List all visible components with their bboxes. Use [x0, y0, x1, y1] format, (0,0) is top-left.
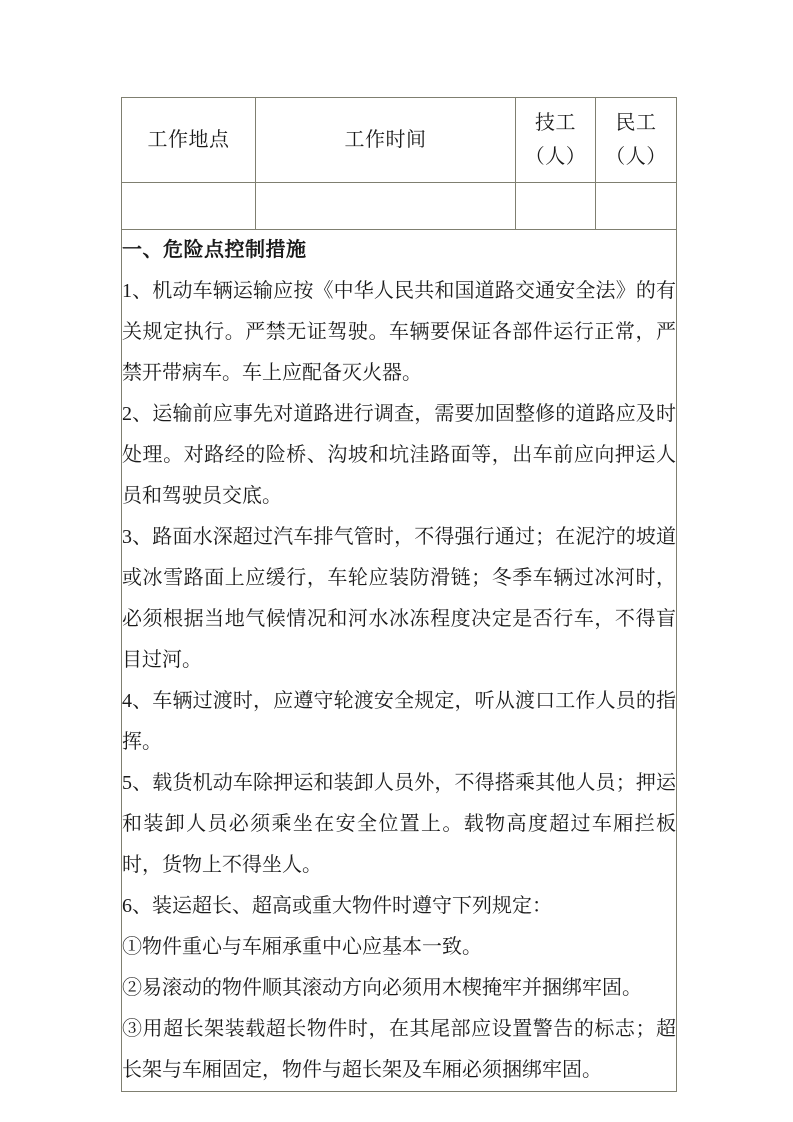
paragraph-2: 2、运输前应事先对道路进行调查，需要加固整修的道路应及时处理。对路经的险桥、沟坡和坑洼路面等，出车前应向押运人员和驾驶员交底。: [122, 403, 676, 507]
header-label-technician: 技工: [535, 112, 576, 134]
section-heading: 一、危险点控制措施: [122, 239, 307, 261]
work-assignment-table: [121, 97, 677, 1092]
table-content-row: [122, 230, 677, 1092]
paragraph-1: 1、机动车辆运输应按《中华人民共和国道路交通安全法》的有关规定执行。严禁无证驾驶。车辆要保证各部件运行正常，严禁开带病车。车上应配备灭火器。: [122, 280, 676, 384]
risk-control-content-cell: [122, 230, 677, 1092]
header-label-work-time: 工作时间: [344, 129, 427, 151]
paragraph-4: 4、车辆过渡时，应遵守轮渡安全规定，听从渡口工作人员的指挥。: [122, 690, 676, 753]
paragraph-6: 6、装运超长、超高或重大物件时遵守下列规定：: [122, 895, 552, 917]
cell-laborer-value[interactable]: [596, 183, 677, 230]
table-header-row: [122, 98, 677, 183]
paragraph-5: 5、载货机动车除押运和装卸人员外，不得搭乘其他人员；押运和装卸人员必须乘坐在安全位置上。载物高度超过车厢拦板时，货物上不得坐人。: [122, 772, 676, 876]
header-cell-technician: [516, 98, 596, 183]
header-label-work-location: 工作地点: [147, 129, 230, 151]
cell-work-time-value[interactable]: [256, 183, 516, 230]
header-cell-laborer: [596, 98, 677, 183]
header-unit-laborer: （人）: [605, 146, 667, 168]
sub-item-1: ①物件重心与车厢承重中心应基本一致。: [122, 936, 482, 958]
header-cell-work-time: [256, 98, 516, 183]
header-cell-work-location: [122, 98, 256, 183]
cell-work-location-value[interactable]: [122, 183, 256, 230]
sub-item-3: ③用超长架装载超长物件时，在其尾部应设置警告的标志；超长架与车厢固定，物件与超长架及车厢必须捆绑牢固。: [122, 1018, 676, 1081]
header-label-laborer: 民工: [615, 112, 657, 134]
paragraph-3: 3、路面水深超过汽车排气管时，不得强行通过；在泥泞的坡道或冰雪路面上应缓行，车轮应装防滑链；冬季车辆过冰河时，必须根据当地气候情况和河水冰冻程度决定是否行车，不得盲目过河。: [122, 526, 676, 671]
cell-technician-value[interactable]: [516, 183, 596, 230]
risk-control-body: [122, 230, 676, 1091]
table-row: [122, 183, 677, 230]
sub-item-2: ②易滚动的物件顺其滚动方向必须用木楔掩牢并捆绑牢固。: [122, 977, 642, 999]
header-unit-technician: （人）: [524, 146, 587, 168]
